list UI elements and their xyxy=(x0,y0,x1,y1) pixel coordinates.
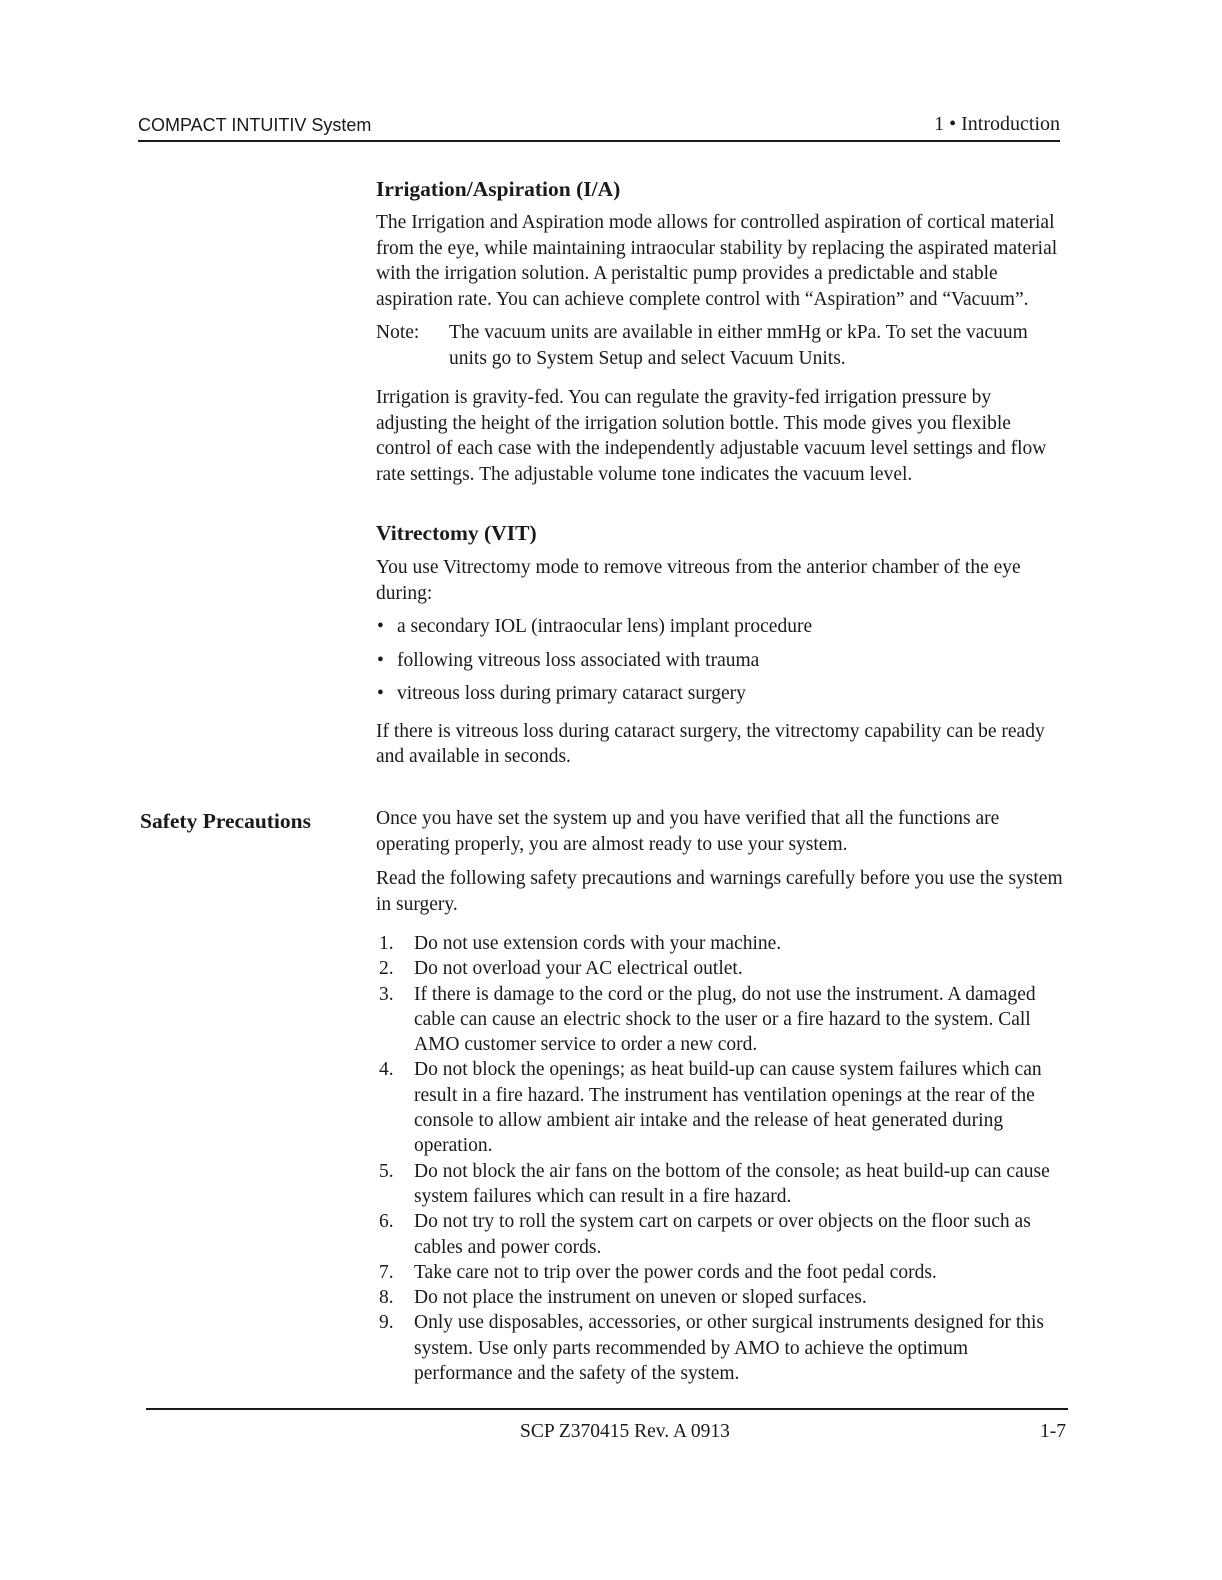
note-text: The vacuum units are available in either mmHg or kPa. To set the vacuum units go to System Setup and select Vacuum Units. xyxy=(449,322,1028,369)
vit-bullet-list xyxy=(376,614,1066,707)
heading-safety-precautions: Safety Precautions xyxy=(140,809,311,833)
list-item xyxy=(376,1057,1066,1158)
item-number: 5. xyxy=(379,1160,394,1182)
item-number: 4. xyxy=(379,1059,394,1081)
item-text: Take care not to trip over the power cords and the foot pedal cords. xyxy=(414,1261,937,1283)
list-item xyxy=(376,1285,1066,1310)
list-item xyxy=(376,982,1066,1058)
item-text: Do not try to roll the system cart on carpets or over objects on the floor such as cables and power cords. xyxy=(414,1211,1031,1258)
list-item: • vitreous loss during primary cataract surgery xyxy=(376,681,1066,707)
section-vitrectomy xyxy=(376,520,1066,770)
item-text: Do not use extension cords with your machine. xyxy=(414,933,782,954)
list-item xyxy=(376,1209,1066,1260)
footer-divider xyxy=(146,1408,1068,1410)
list-item xyxy=(376,1159,1066,1210)
list-item: • a secondary IOL (intraocular lens) implant procedure xyxy=(376,614,1066,640)
item-number: 3. xyxy=(379,983,394,1005)
ia-note xyxy=(376,320,1066,371)
item-number: 6. xyxy=(379,1211,394,1233)
header-manual-title: COMPACT INTUITIV System xyxy=(138,115,372,135)
footer-document-id: SCP Z370415 Rev. A 0913 xyxy=(520,1421,730,1442)
list-item xyxy=(376,931,1066,956)
vit-intro: You use Vitrectomy mode to remove vitreous from the anterior chamber of the eye during: xyxy=(376,557,1021,604)
safety-paragraph-2: Read the following safety precautions and warnings carefully before you use the system in surgery. xyxy=(376,868,1063,915)
item-number: 8. xyxy=(379,1287,394,1309)
vit-closing: If there is vitreous loss during cataract surgery, the vitrectomy capability can be ready and available in seconds. xyxy=(376,720,1045,767)
section-irrigation-aspiration xyxy=(376,176,1066,487)
item-text: Do not block the openings; as heat build-up can cause system failures which can result in a fire hazard. The instrument has ventilation openings at the rear of the console to allow ambient air intake and the release of heat generated during operation. xyxy=(414,1059,1042,1157)
safety-paragraph-1: Once you have set the system up and you have verified that all the functions are operating properly, you are almost ready to use your system. xyxy=(376,808,1000,855)
item-text: Do not block the air fans on the bottom of the console; as heat build-up can cause system failures which can result in a fire hazard. xyxy=(414,1160,1050,1207)
note-label: Note: xyxy=(376,322,420,343)
list-item xyxy=(376,956,1066,981)
item-text: Do not overload your AC electrical outlet. xyxy=(414,958,743,980)
item-number: 2. xyxy=(379,958,394,980)
item-text: Do not place the instrument on uneven or sloped surfaces. xyxy=(414,1287,867,1309)
list-item: • following vitreous loss associated with trauma xyxy=(376,648,1066,674)
section-safety-precautions xyxy=(376,806,1066,1386)
ia-paragraph-1: The Irrigation and Aspiration mode allows for controlled aspiration of cortical material from the eye, while maintaining intraocular stability by replacing the aspirated material with the irrigation solution. A peristaltic pump provides a predictable and stable aspiration rate. You can achieve complete control with “Aspiration” and “Vacuum”. xyxy=(376,212,1058,310)
item-text: If there is damage to the cord or the plug, do not use the instrument. A damaged cable can cause an electric shock to the user or a fire hazard to the system. Call AMO customer service to order a new cord. xyxy=(414,983,1036,1056)
safety-precautions-list xyxy=(376,931,1066,1386)
list-item xyxy=(376,1260,1066,1285)
item-number: 1. xyxy=(379,933,394,954)
item-number: 9. xyxy=(379,1312,394,1334)
page-header xyxy=(138,112,1060,142)
item-number: 7. xyxy=(379,1261,394,1283)
footer-page-number: 1-7 xyxy=(1040,1421,1066,1442)
heading-irrigation-aspiration: Irrigation/Aspiration (I/A) xyxy=(376,177,621,201)
item-text: Only use disposables, accessories, or other surgical instruments designed for this system. Use only parts recommended by AMO to achieve the optimum performance and the safety of the system. xyxy=(414,1312,1045,1385)
list-item xyxy=(376,1310,1066,1386)
header-chapter-title: 1 • Introduction xyxy=(934,113,1060,135)
heading-vitrectomy: Vitrectomy (VIT) xyxy=(376,521,537,545)
ia-paragraph-2: Irrigation is gravity-fed. You can regulate the gravity-fed irrigation pressure by adjusting the height of the irrigation solution bottle. This mode gives you flexible control of each case with the independently adjustable vacuum level settings and flow rate settings. The adjustable volume tone indicates the vacuum level. xyxy=(376,387,1047,485)
